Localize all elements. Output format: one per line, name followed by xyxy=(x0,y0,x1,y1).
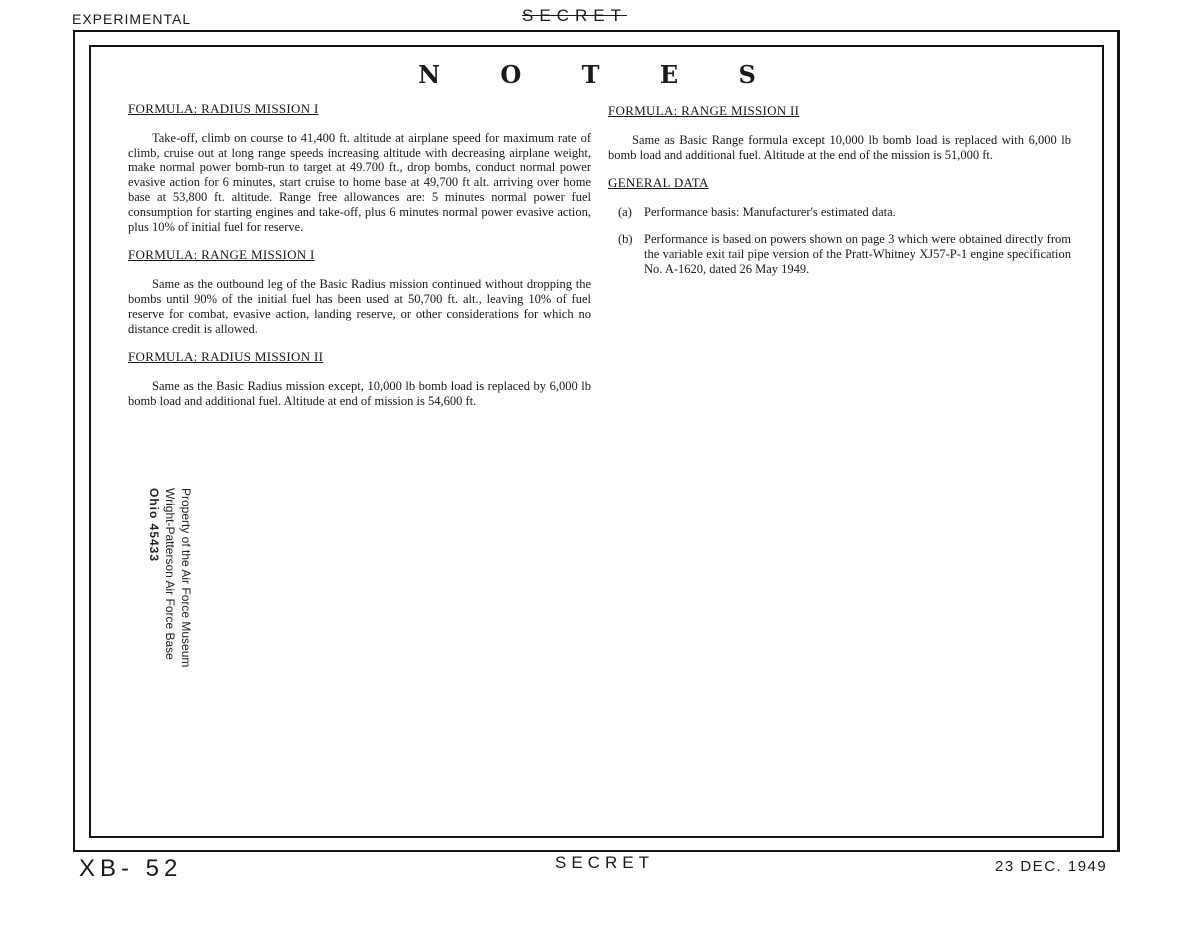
list-item-text: Performance basis: Manufacturer's estimated data. xyxy=(644,205,896,220)
stamp-line-2: Wright-Patterson Air Force Base xyxy=(163,488,177,660)
list-item xyxy=(618,205,1071,220)
section-body: Take-off, climb on course to 41,400 ft. altitude at airplane speed for maximum rate of climb, cruise out at long range speeds increasing altitude with decreasing airplane weight, make normal power bomb-run to target at 49.700 ft., drop bombs, conduct normal power evasive action for 6 minutes, start cruise to home base at 49,700 ft alt. arriving over home base at 53,800 ft. altitude. Range free allowances are: 5 minutes normal power fuel consumption for starting engines and take-off, plus 6 minutes normal power evasive action, plus 10% of initial fuel for reserve. xyxy=(128,130,591,234)
section-radius-mission-2 xyxy=(128,350,591,408)
section-body: Same as Basic Range formula except 10,000 lb bomb load is replaced with 6,000 lb bomb load and additional fuel. Altitude at the end of the mission is 51,000 ft. xyxy=(608,132,1071,162)
section-general-data xyxy=(608,176,1071,276)
section-heading: FORMULA: RANGE MISSION II xyxy=(608,103,800,118)
left-column xyxy=(128,102,591,423)
experimental-label: EXPERIMENTAL xyxy=(72,11,192,27)
stamp-line-3: Ohio 45433 xyxy=(147,488,161,563)
document-date: 23 DEC. 1949 xyxy=(995,858,1108,875)
section-heading: FORMULA: RADIUS MISSION I xyxy=(128,101,319,116)
classification-top: SECRET xyxy=(522,6,627,25)
section-range-mission-1 xyxy=(128,248,591,336)
page-title: N O T E S xyxy=(418,60,782,89)
right-column xyxy=(608,104,1071,288)
section-heading: FORMULA: RANGE MISSION I xyxy=(128,247,315,263)
section-body: Same as the Basic Radius mission except, 10,000 lb bomb load is replaced by 6,000 lb bomb load and additional fuel. Altitude at end of mission is 54,600 ft. xyxy=(128,379,591,408)
list-item-text: Performance is based on powers shown on page 3 which were obtained directly from the variable exit tail pipe version of the Pratt-Whitney XJ57-P-1 engine specification No. A-1620, dated 26 May 1949. xyxy=(644,231,1071,276)
section-range-mission-2 xyxy=(608,104,1071,162)
section-heading: GENERAL DATA xyxy=(608,175,709,191)
section-radius-mission-1 xyxy=(128,102,591,234)
section-heading: FORMULA: RADIUS MISSION II xyxy=(128,349,324,365)
list-item-label: (b) xyxy=(618,231,633,246)
stamp-line-1: Property of the Air Force Museum xyxy=(179,488,193,668)
list-item xyxy=(618,232,1071,276)
classification-bottom: SECRET xyxy=(555,853,654,872)
museum-property-stamp xyxy=(146,488,194,667)
list-item-label: (a) xyxy=(618,205,632,220)
section-body: Same as the outbound leg of the Basic Radius mission continued without dropping the bombs until 90% of the initial fuel has been used at 50,700 ft. alt., leaving 10% of fuel reserve for combat, evasive action, landing reserve, or other considerations for which no distance credit is allowed. xyxy=(128,277,591,336)
aircraft-designation: XB- 52 xyxy=(79,855,183,882)
